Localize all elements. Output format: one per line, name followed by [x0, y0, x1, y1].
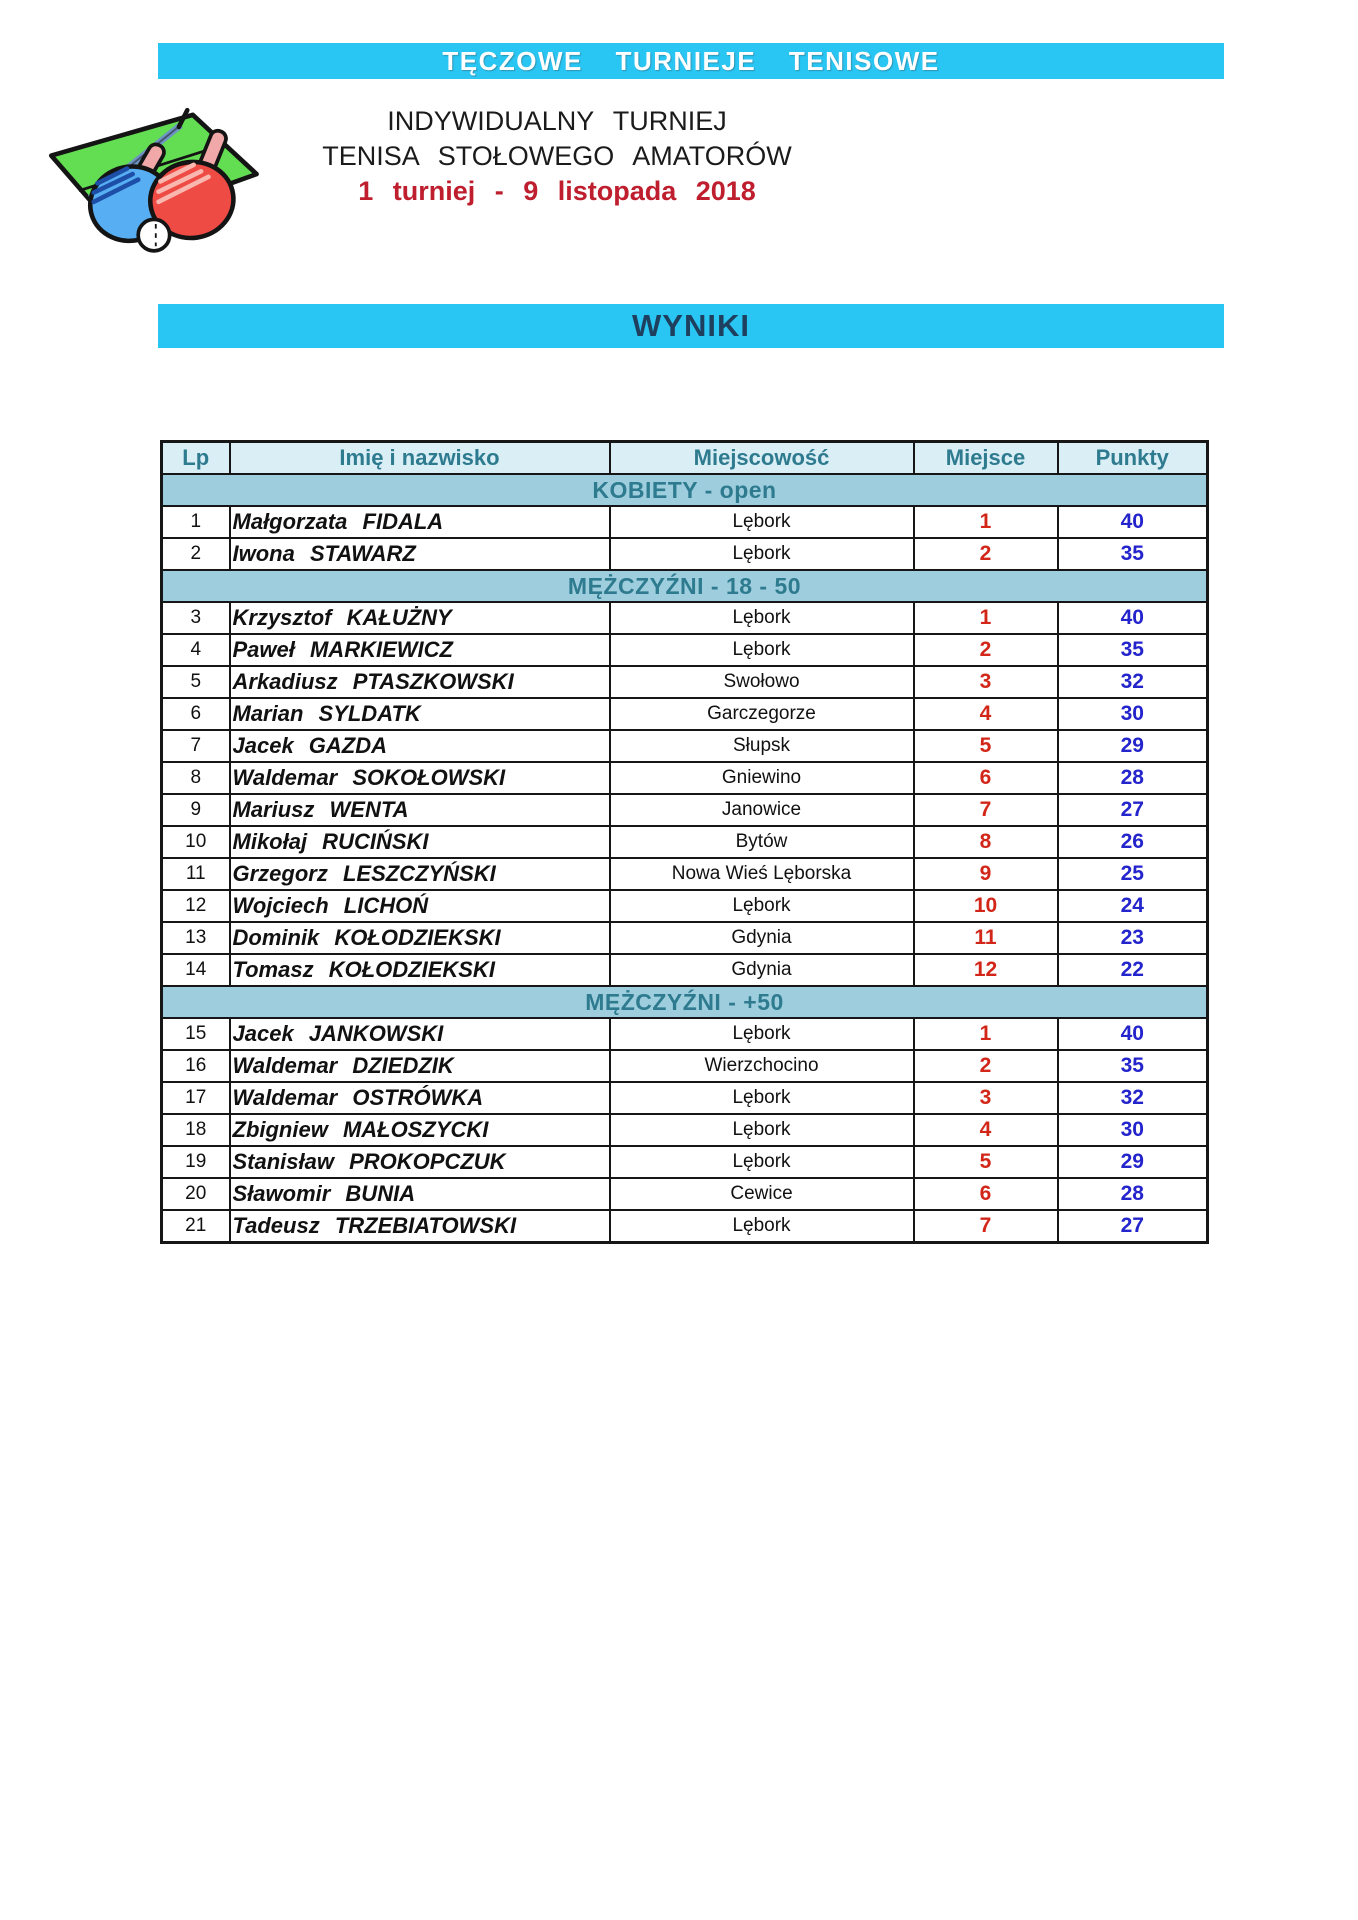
cell-points: 28 [1058, 1178, 1208, 1210]
table-row [162, 634, 1208, 666]
column-header-name: Imię i nazwisko [230, 442, 610, 475]
cell-name: Paweł MARKIEWICZ [230, 634, 610, 666]
cell-city: Garczegorze [610, 698, 914, 730]
section-row [162, 570, 1208, 602]
cell-place: 1 [914, 1018, 1058, 1050]
table-row [162, 762, 1208, 794]
table-row [162, 890, 1208, 922]
results-banner-title: WYNIKI [632, 308, 750, 343]
cell-points: 32 [1058, 666, 1208, 698]
cell-name: Iwona STAWARZ [230, 538, 610, 570]
cell-name: Wojciech LICHOŃ [230, 890, 610, 922]
cell-city: Lębork [610, 1114, 914, 1146]
cell-city: Janowice [610, 794, 914, 826]
cell-place: 3 [914, 1082, 1058, 1114]
tournament-date: 1 turniej - 9 listopada 2018 [358, 176, 756, 206]
column-header-city: Miejscowość [610, 442, 914, 475]
cell-place: 7 [914, 794, 1058, 826]
cell-lp: 3 [162, 602, 230, 634]
table-row [162, 858, 1208, 890]
cell-name: Arkadiusz PTASZKOWSKI [230, 666, 610, 698]
column-header-lp: Lp [162, 442, 230, 475]
cell-name: Sławomir BUNIA [230, 1178, 610, 1210]
cell-city: Bytów [610, 826, 914, 858]
column-header-points: Punkty [1058, 442, 1208, 475]
table-row [162, 730, 1208, 762]
table-row [162, 1018, 1208, 1050]
cell-points: 27 [1058, 794, 1208, 826]
cell-lp: 19 [162, 1146, 230, 1178]
cell-lp: 6 [162, 698, 230, 730]
cell-name: Stanisław PROKOPCZUK [230, 1146, 610, 1178]
cell-points: 25 [1058, 858, 1208, 890]
cell-points: 22 [1058, 954, 1208, 986]
cell-place: 3 [914, 666, 1058, 698]
table-header-row [162, 442, 1208, 475]
cell-points: 30 [1058, 698, 1208, 730]
cell-place: 2 [914, 1050, 1058, 1082]
table-row [162, 1210, 1208, 1243]
cell-lp: 20 [162, 1178, 230, 1210]
cell-city: Lębork [610, 1210, 914, 1243]
table-row [162, 922, 1208, 954]
cell-name: Tadeusz TRZEBIATOWSKI [230, 1210, 610, 1243]
cell-place: 6 [914, 762, 1058, 794]
table-row [162, 1082, 1208, 1114]
cell-city: Swołowo [610, 666, 914, 698]
cell-name: Zbigniew MAŁOSZYCKI [230, 1114, 610, 1146]
cell-points: 40 [1058, 1018, 1208, 1050]
cell-points: 40 [1058, 506, 1208, 538]
cell-place: 4 [914, 1114, 1058, 1146]
section-row [162, 474, 1208, 506]
cell-city: Gdynia [610, 922, 914, 954]
cell-points: 30 [1058, 1114, 1208, 1146]
cell-city: Lębork [610, 890, 914, 922]
table-row [162, 1178, 1208, 1210]
section-row [162, 986, 1208, 1018]
section-label: KOBIETY - open [162, 474, 1208, 506]
cell-lp: 21 [162, 1210, 230, 1243]
cell-name: Krzysztof KAŁUŻNY [230, 602, 610, 634]
cell-name: Waldemar SOKOŁOWSKI [230, 762, 610, 794]
cell-city: Gniewino [610, 762, 914, 794]
cell-place: 10 [914, 890, 1058, 922]
cell-place: 11 [914, 922, 1058, 954]
cell-city: Wierzchocino [610, 1050, 914, 1082]
cell-points: 29 [1058, 730, 1208, 762]
ball-icon [138, 219, 169, 250]
cell-city: Lębork [610, 538, 914, 570]
cell-place: 2 [914, 634, 1058, 666]
cell-name: Marian SYLDATK [230, 698, 610, 730]
cell-lp: 13 [162, 922, 230, 954]
column-header-place: Miejsce [914, 442, 1058, 475]
cell-lp: 15 [162, 1018, 230, 1050]
cell-city: Lębork [610, 1018, 914, 1050]
cell-lp: 14 [162, 954, 230, 986]
cell-points: 32 [1058, 1082, 1208, 1114]
cell-name: Waldemar DZIEDZIK [230, 1050, 610, 1082]
table-row [162, 506, 1208, 538]
table-row [162, 794, 1208, 826]
cell-lp: 11 [162, 858, 230, 890]
table-row [162, 826, 1208, 858]
table-row [162, 1114, 1208, 1146]
cell-city: Gdynia [610, 954, 914, 986]
section-label: MĘŻCZYŹNI - 18 - 50 [162, 570, 1208, 602]
top-banner-title: TĘCZOWE TURNIEJE TENISOWE [442, 45, 940, 76]
cell-name: Małgorzata FIDALA [230, 506, 610, 538]
cell-points: 23 [1058, 922, 1208, 954]
cell-place: 4 [914, 698, 1058, 730]
cell-city: Lębork [610, 602, 914, 634]
cell-lp: 2 [162, 538, 230, 570]
cell-place: 7 [914, 1210, 1058, 1243]
table-row [162, 954, 1208, 986]
cell-name: Tomasz KOŁODZIEKSKI [230, 954, 610, 986]
cell-place: 5 [914, 1146, 1058, 1178]
cell-points: 26 [1058, 826, 1208, 858]
cell-place: 1 [914, 506, 1058, 538]
document-title [157, 104, 957, 209]
cell-lp: 16 [162, 1050, 230, 1082]
cell-lp: 18 [162, 1114, 230, 1146]
cell-place: 12 [914, 954, 1058, 986]
cell-city: Lębork [610, 506, 914, 538]
cell-place: 8 [914, 826, 1058, 858]
cell-points: 35 [1058, 1050, 1208, 1082]
cell-lp: 4 [162, 634, 230, 666]
cell-place: 1 [914, 602, 1058, 634]
cell-name: Mikołaj RUCIŃSKI [230, 826, 610, 858]
table-row [162, 1146, 1208, 1178]
cell-city: Lębork [610, 634, 914, 666]
cell-points: 35 [1058, 538, 1208, 570]
title-line-2: TENISA STOŁOWEGO AMATORÓW [322, 141, 792, 171]
cell-points: 24 [1058, 890, 1208, 922]
cell-name: Mariusz WENTA [230, 794, 610, 826]
cell-lp: 17 [162, 1082, 230, 1114]
cell-place: 6 [914, 1178, 1058, 1210]
cell-points: 40 [1058, 602, 1208, 634]
cell-place: 2 [914, 538, 1058, 570]
cell-lp: 8 [162, 762, 230, 794]
cell-lp: 1 [162, 506, 230, 538]
cell-name: Dominik KOŁODZIEKSKI [230, 922, 610, 954]
title-line-1: INDYWIDUALNY TURNIEJ [387, 106, 727, 136]
results-banner [158, 304, 1224, 348]
cell-city: Słupsk [610, 730, 914, 762]
cell-name: Jacek JANKOWSKI [230, 1018, 610, 1050]
cell-lp: 12 [162, 890, 230, 922]
cell-lp: 9 [162, 794, 230, 826]
cell-points: 27 [1058, 1210, 1208, 1243]
cell-city: Cewice [610, 1178, 914, 1210]
cell-lp: 5 [162, 666, 230, 698]
cell-name: Jacek GAZDA [230, 730, 610, 762]
cell-points: 28 [1058, 762, 1208, 794]
cell-place: 5 [914, 730, 1058, 762]
cell-city: Lębork [610, 1146, 914, 1178]
cell-place: 9 [914, 858, 1058, 890]
table-row [162, 538, 1208, 570]
cell-name: Grzegorz LESZCZYŃSKI [230, 858, 610, 890]
top-banner [158, 43, 1224, 79]
results-table-body [162, 474, 1208, 1243]
cell-points: 35 [1058, 634, 1208, 666]
cell-city: Lębork [610, 1082, 914, 1114]
table-row [162, 698, 1208, 730]
table-row [162, 666, 1208, 698]
cell-city: Nowa Wieś Lęborska [610, 858, 914, 890]
table-row [162, 602, 1208, 634]
table-row [162, 1050, 1208, 1082]
results-table [160, 440, 1209, 1244]
section-label: MĘŻCZYŹNI - +50 [162, 986, 1208, 1018]
cell-points: 29 [1058, 1146, 1208, 1178]
cell-name: Waldemar OSTRÓWKA [230, 1082, 610, 1114]
cell-lp: 10 [162, 826, 230, 858]
cell-lp: 7 [162, 730, 230, 762]
